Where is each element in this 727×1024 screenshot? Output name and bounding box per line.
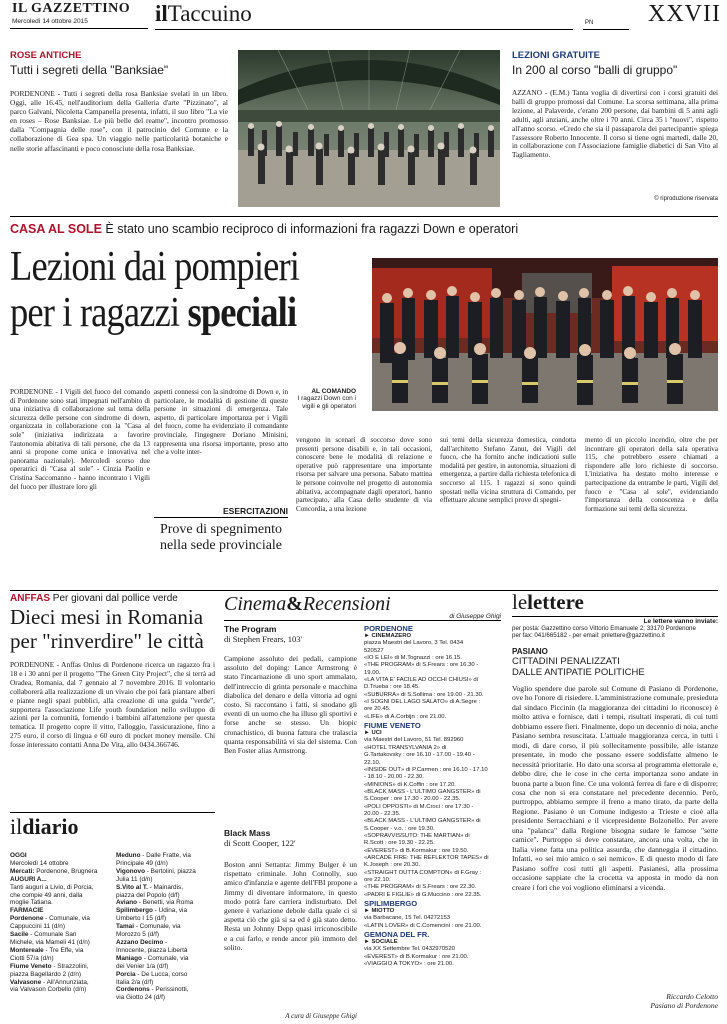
diario-entry-text: Pordenone, Brugnera	[34, 867, 98, 875]
review1-title: The Program	[224, 624, 277, 634]
diario-entry	[116, 899, 216, 907]
listing-film: «LATIN LOVER» di C.Comencini : ore 21.00.	[364, 922, 482, 929]
cinema-footer: A cura di Giuseppe Ghigi	[285, 1012, 357, 1020]
listing-film: «VIAGGIO A TOKYO» : ore 21.00.	[364, 961, 454, 968]
story-banksiae	[10, 50, 228, 214]
listing-film: «IO E LEI» di M.Tognazzi : ore 16.15.	[364, 655, 462, 662]
anffas-kicker-text: Per giovani dal pollice verde	[52, 593, 178, 604]
diario-entry-label: Aviano	[116, 899, 138, 907]
caption-text: I ragazzi Down con i vigili e gli operatori	[297, 395, 356, 410]
diario-entry-text: Cappuccini 11 (d/n)	[10, 923, 65, 931]
diario-entry-text: - All'Annunziata,	[41, 978, 89, 986]
diario-entry-text: - Tre Effe, via	[43, 946, 84, 954]
listing-cinema: ► UCI	[364, 730, 382, 737]
review-1	[224, 624, 357, 794]
diario-entry-label: Tamai	[116, 923, 134, 931]
section-title-main: Taccuino	[167, 1, 252, 26]
listing-film: S.Cooper : ore 17.30 - 20.00 - 22.35.	[364, 796, 461, 803]
main-headline-emphasis: speciali	[187, 290, 297, 336]
diario-entry	[116, 852, 216, 860]
side-quote-box	[154, 506, 288, 554]
listing-film: D.Trueba : ore 18.45.	[364, 684, 420, 691]
diario-entry-text: - Comunale, via	[43, 915, 90, 923]
lettere-contact-title: Le lettere vanno inviate:	[643, 618, 718, 625]
diario-entry-label: Sacile	[10, 931, 29, 939]
diario-entry-text: - Mainardis,	[147, 883, 184, 891]
review2-title: Black Mass	[224, 828, 271, 838]
diario-entry-label: AUGURI A...	[10, 875, 47, 883]
listing-film: ore 20.45.	[364, 706, 391, 713]
side-quote: Prove di spegnimento nella sede provinciale	[159, 522, 283, 553]
diario-entry-text: - Comunale San	[28, 931, 77, 939]
diario-entry	[116, 868, 216, 876]
main-headline-line1: Lezioni dai pompieri	[10, 244, 300, 290]
listing-film: G.Tartakovsky : ore 16.10 - 17.00 - 19.40 -	[364, 752, 475, 759]
section-title	[155, 1, 252, 27]
diario-entry-label: Maniago	[116, 954, 142, 962]
diario-entry-text: Umberto I 15 (d/f)	[116, 915, 167, 923]
diario-entry-text: Mercoledì 14 ottobre	[10, 859, 69, 867]
diario-entry	[116, 923, 216, 931]
review1-sub: di Stephen Frears, 103'	[224, 634, 303, 644]
diario-entry-label: S.Vito al T.	[116, 883, 148, 891]
listing-film: «I SOGNI DEL LAGO SALATO» di A.Segre :	[364, 699, 481, 706]
review1-body: Campione assoluto dei pedali, campione assoluto del doping: Lance Armstrong è stato l'incarnazione di uno sport ammalato, dell'intreccio di grinta personale e macchina diabolica del denaro e della vittoria ad ogni costo. Si raccontano i fatti, si snodano gli eventi di un uomo che ha illuso gli sportivi e forse anche se stesso. Un biopic cronachistico, di buona fattura che tralascia quanta responsabilità vi sia del sistema. Con Ben Foster alias Armstrong.	[224, 654, 357, 756]
listing-film: - 18.10 - 20.00 - 22.30.	[364, 774, 424, 781]
diario-entry	[116, 986, 216, 994]
cinema-section	[224, 590, 501, 1024]
listing-city: SPILIMBERGO	[364, 899, 418, 909]
main-kicker-text: È stato uno scambio reciproco di informazioni fra ragazzi Down e operatori	[105, 222, 519, 236]
listing-film: «EVEREST» di B.Kormakur : ore 21.00.	[364, 953, 469, 960]
diario-entry-label: Montereale	[10, 946, 44, 954]
side-quote-label: ESERCITAZIONI	[154, 506, 288, 518]
diario-entry-text: -	[163, 938, 168, 946]
listing-film: 20.00 - 22.35.	[364, 810, 401, 817]
diario-entry-text: dei Venier 1/a (d/f)	[116, 962, 169, 970]
listing-cinema: ► SOCIALE	[364, 939, 398, 946]
diario-entry-text: - Dalle Fratte, via	[140, 852, 191, 859]
diario-entry	[116, 892, 216, 900]
cinema-amp: &	[286, 593, 303, 615]
listing-film: «HOTEL TRANSYLVANIA 2» di	[364, 744, 447, 751]
cinema-listings	[364, 624, 502, 968]
diario-entry	[10, 986, 110, 994]
banksiae-body: PORDENONE - Tutti i segreti della rosa Banksiae svelati in un libro. Oggi, alle 16.45, nell'auditorium della Galleria d'arte "Pizzinato", al parco Galvani, Nicoletta Campanella presenta, infatti, il suo libro "La vie en roses – Rose Banksiae. Le più belle del reame", incontro promosso dalla "Compagnia delle rose", con il patrocinio del Comune e la collaborazione di Gea spa. Un viaggio nelle particolarità botaniche e nelle storie affascinanti e poco conosciute della rosa Banksiae.	[10, 89, 228, 153]
listing-film: «SUBURRA» di S.Sollima : ore 19.00 - 21.30.	[364, 691, 484, 698]
firefighters-photo	[372, 258, 718, 411]
diario-entry-text: piazza del Popolo (d/f)	[116, 891, 180, 899]
diario-entry	[116, 860, 216, 868]
diario-entry-text: via Giotto 24 (d/f)	[116, 994, 166, 1002]
listing-film: 19.00.	[364, 669, 381, 676]
diario-entry-text: - Strazzolini,	[51, 962, 89, 970]
main-headline-line2: per i ragazzi	[10, 290, 188, 336]
diario-entry-text: Julia 11 (d/n)	[116, 875, 153, 883]
diario-title-il: il	[10, 814, 23, 839]
listing-address: via XX Settembre Tel. 0432970520	[364, 946, 455, 953]
diario-entry-text: - Udina, via	[152, 907, 188, 915]
diario-entry-text: Italia 2/a (d/f)	[116, 978, 154, 986]
diario-entry-text: via Valvason Corbello (d/n)	[10, 986, 87, 994]
diario-entry-text: Morozzo 5 (d/f)	[116, 931, 159, 939]
diario-entry	[116, 963, 216, 971]
diario-entry-label: Cordenons	[116, 986, 150, 994]
lettere-title-a: le	[512, 590, 528, 614]
diario-entry	[10, 947, 110, 955]
diario-entry-label: OGGI	[10, 852, 27, 859]
main-col-1: PORDENONE - I Vigili del fuoco del comando di Pordenone sono stati impegnati nell'ambito di una iniziativa di collaborazione sul tema della sicurezza delle persone con sindrome di down, organizzata in collaborazione con la "Casa al sole" (iniziativa indirizzata a favorire l'autonomia abitativa di tali persone, che da 13 anni si propone come unica e innovativa nel panorama nazionale). Mercoledì scorso due operatrici di "Casa al sole" - Cinzia Paolin e Cristina Saccomanno - hanno incontrato i Vigili del fuoco per illustrare loro gli	[10, 388, 150, 491]
cinema-title-a: Cinema	[224, 593, 287, 615]
diario-left	[10, 852, 110, 994]
diario-entry-text: - Comunale, via	[141, 954, 189, 962]
diario-entry-label: Spilimbergo	[116, 907, 153, 915]
diario-entry-text: - De Lucca, corso	[135, 970, 188, 978]
listing-cinema: ► CINEMAZERO	[364, 633, 412, 639]
diario-entry-label: Mercati:	[10, 867, 35, 875]
diario-entry	[10, 899, 110, 907]
diario-entry	[116, 907, 216, 915]
diario-entry	[10, 868, 110, 876]
diario-entry	[10, 931, 110, 939]
listing-film: «ARCADE FIRE: THE REFLEKTOR TAPES» di	[364, 854, 489, 861]
story-balli	[512, 50, 718, 216]
listing-film: «MINIONS» di K.Coffin : ore 17.20.	[364, 781, 456, 788]
diario-entry	[116, 884, 216, 892]
listing-city: FIUME VENETO	[364, 721, 421, 731]
listing-cinema: ► MIOTTO	[364, 908, 395, 915]
listing-film: K.Joseph : ore 20.30.	[364, 862, 420, 869]
diario-entry-text: - Comunale, via	[134, 923, 181, 931]
listing-city: PORDENONE	[364, 624, 413, 633]
diario-entry	[116, 876, 216, 884]
diario-entry-text: Michele, via Mameli 41 (d/n)	[10, 938, 90, 946]
diario-entry-label: Fiume Veneto	[10, 962, 52, 970]
paper-name: IL GAZZETTINO	[12, 1, 131, 16]
lettere-section	[512, 590, 718, 1024]
page-number: XXVII	[648, 1, 721, 27]
diario-entry	[116, 947, 216, 955]
listing-film: «STRAIGHT OUTTA COMPTON» di F.Gray :	[364, 869, 482, 876]
balli-body: AZZANO - (E.M.) Tanta voglia di divertirsi con i corsi gratuiti dei balli di gruppo promossi dal Comune. La scorsa settimana, alla prima lezione, al Palaverde, c'erano 200 persone, dai bambini di 5 anni agli adulti, agli anziani, anche oltre i 70 anni. Circa 35 i "nuovi", rispetto all'anno scorso. «Credo che sia il passaparola dei partecipanti» spiega l'assessore Roberto Innocente. Il corso si tiene ogni martedì, dalle 20, in collaborazione con l'Associazione famiglie diabetici di San Vito al Tagliamento.	[512, 89, 718, 160]
letter-title-2: DALLE ANTIPATIE POLITICHE	[512, 667, 645, 678]
story-anffas	[10, 593, 215, 789]
cinema-title-b: Recensioni	[302, 593, 391, 615]
diario-entry	[116, 994, 216, 1002]
banksiae-title: Tutti i segreti della "Banksiae"	[10, 63, 169, 77]
diario-entry	[10, 963, 110, 971]
review2-body: Boston anni Settanta: Jimmy Bulger è un rispettato criminale. John Connolly, suo amico d'infanzia e agente dell'FBI propone a Jimmy di diventare informatore, in questo modo potrà fare carriera indisturbato. Del genere è variazione debole dalla quale ci si aspetta ciò che già si sa ed è già stato detto. Resta un Johnny Depp quasi irriconoscibile e a cui farlo, e rende ancor più immoto del solito.	[224, 860, 357, 952]
dance-class-photo	[238, 50, 500, 207]
diario	[10, 814, 215, 1024]
banksiae-kicker: ROSE ANTICHE	[10, 50, 82, 61]
diario-entry	[116, 979, 216, 987]
letter-signature-place: Pasiano di Pordenone	[650, 1001, 718, 1010]
masthead	[0, 0, 727, 40]
main-col-4: sui temi della sicurezza domestica, condotta dall'architetto Stefano Zanut, dei Vigili del fuoco, che ha fornito anche indicazioni sulle modalità per gestire, in autonomia, situazioni di emergenza, a partire dalla richiesta telefonica di soccorso al 115. I ragazzi si sono quindi spostati nella vicina struttura di Comando, per effettuare alcune semplici prove di spegni-	[440, 436, 576, 505]
diario-entry-label: Pordenone	[10, 915, 44, 923]
anffas-headline-1: Dieci mesi in Romania	[10, 605, 204, 629]
listing-film: «BLACK MASS - L'ULTIMO GANGSTER» di	[364, 788, 481, 795]
diario-entry	[10, 915, 110, 923]
review-2	[224, 828, 357, 990]
listing-film: «POLI OPPOSTI» di M.Croci : ore 17.30 -	[364, 803, 474, 810]
review2-sub: di Scott Cooper, 122'	[224, 838, 296, 848]
diario-entry-text: Principale 49 (d/n)	[116, 859, 168, 867]
listing-film: «LIFE» di A.Corbijn : ore 21.00.	[364, 713, 447, 720]
cinema-byline: di Giuseppe Ghigi	[449, 613, 501, 620]
main-col-5: mento di un piccolo incendio, oltre che per incontrare gli operatori della sala operativa 115, che potrebbero essere chiamati a rispondere alle loro richieste di soccorso. L'iniziativa ha destato molto interesse e partecipazione da entrambe le parti, Vigili del fuoco e "Casa al sole", evidenziando l'importanza della conoscenza e della formazione sui temi della sicurezza.	[585, 436, 718, 513]
diario-entry-label: Azzano Decimo	[116, 938, 164, 946]
listing-film: «BLACK MASS - L'ULTIMO GANGSTER» di	[364, 818, 481, 825]
balli-title: In 200 al corso "balli di gruppo"	[512, 63, 678, 77]
listing-address: 520527	[364, 647, 384, 654]
edition-code: PN	[585, 20, 594, 26]
diario-entry	[10, 971, 110, 979]
diario-entry-text: moglie Tatiana.	[10, 899, 53, 907]
main-col-3: vengono in scenari di soccorso dove sono presenti persone disabili e, in tali occasioni, conoscere bene le modalità di relazione e operative può rappresentare una importante risorsa per salvare una persona. Sabato mattina le persone coinvolte nel progetto di autonomia abitativa, accompagnate dagli operatori, hanno partecipato, alla Casa dello studente di via Concordia, a una lezione	[296, 436, 432, 513]
letter-place: PASIANO	[512, 647, 548, 656]
issue-date: Mercoledì 14 ottobre 2015	[12, 18, 88, 25]
diario-entry-text: - Perissinotti,	[149, 986, 189, 994]
diario-entry-text: Ciotti 57/a (d/n)	[10, 954, 54, 962]
listing-address: via Barbacane, 15 Tel. 04272153	[364, 915, 451, 922]
listing-film: «PADRI E FIGLIE» di G.Muccino : ore 22.35.	[364, 891, 482, 898]
diario-entry	[116, 955, 216, 963]
diario-entry-text: piazza Bagellardo 2 (d/n)	[10, 970, 82, 978]
main-kicker-line	[10, 222, 720, 236]
lettere-contact-1: per posta: Gazzettino corso Vittorio Emanuele 2; 33170 Pordenone	[512, 625, 696, 632]
anffas-kicker: ANFFAS	[10, 593, 50, 604]
diario-entry	[116, 915, 216, 923]
diario-entry	[116, 971, 216, 979]
letter-title-1: CITTADINI PENALIZZATI	[512, 656, 620, 667]
main-kicker: CASA AL SOLE	[10, 222, 102, 236]
balli-kicker: LEZIONI GRATUITE	[512, 50, 600, 61]
diario-entry	[10, 892, 110, 900]
diario-entry-label: Porcia	[116, 970, 136, 978]
diario-entry	[10, 907, 110, 915]
listing-film: «LA VITA E' FACILE AD OCCHI CHIUSI» di	[364, 677, 478, 684]
diario-entry	[10, 939, 110, 947]
section-title-il: il	[155, 1, 168, 26]
diario-entry-label: Meduno	[116, 852, 141, 859]
anffas-headline-2: per "rinverdire" le città	[10, 629, 204, 653]
diario-entry	[10, 955, 110, 963]
diario-entry	[10, 884, 110, 892]
main-col-2: aspetti connessi con la sindrome di Down e, in particolare, le modalità di gestione di queste persone in situazioni di emergenza. Tale aspetto, di particolare importanza per i Vigili del fuoco, come ha evidenziato il comandante provinciale, l'ingegnere Doriano Minisini, rappresenta una risorsa importante, preso atto che a volte inter-	[154, 388, 288, 457]
listing-film: «THE PROGRAM» di S.Frears : ore 16.30 -	[364, 662, 479, 669]
listing-film: «INSIDE OUT» di P.Carmen : ore 16.10 - 17.10	[364, 766, 488, 773]
diario-entry-text: che compie 49 anni, dalla	[10, 891, 83, 899]
main-headline	[10, 244, 372, 336]
diario-entry	[116, 939, 216, 947]
anffas-body: PORDENONE - Anffas Onlus di Pordenone ricerca un ragazzo fra i 18 e i 30 anni per il progetto "The Green City Project", che si terrà ad Oradea, Romania, dal 7 gennaio al 7 novembre 2016. Il volontario collaborerà alla realizzazione di un vivaio che poi farà piantare alberi e piante negli spazi pubblici, alla creazione di una guida "verde", supportera l'associazione Life youth foundation nello sviluppo di azioni per la comunità, fornendo i bambini all'attenzione per questa tematica. Il progetto copre il vitto, l'alloggio, l'assicurazione, fino a 275 euro, il corso di lingua e 60 euro di pocket money mensile. Chi fosse interessato contatti Anna De Vita, allo 0434.366746.	[10, 661, 215, 750]
lettere-contact-2: per fax: 041/665182 - per email: pnlettere@gazzettino.it	[512, 632, 665, 639]
diario-entry	[10, 923, 110, 931]
letter-body: Voglio spendere due parole sul Comune di Pasiano di Pordenone, ove ho l'onore di risiedere. L'amministrazione comunale, presieduta dal sindaco Piccinin (la maggioranza dei cittadini lo riconosce) è molto attiva e fornisce, dati i tempi, risultati insperati, di cui tutti dobbiamo essere fieri. Finalmente, dopo un decennio di noia, anche Pasiano sembra resuscitata. L'attuale maggioranza cerca, in tutti i modi, di dare corso, il più sollecitamente possibile, alle istanze presentate, in modo che possano essere soddisfatte almeno le necessità prioritarie. Ho dato una scorsa al programma elettorale e, debbo dire, che le cose in che certa importanza sono andate in buona parte a buon fine. Ce una volontà ferrea di fare e di disporre; cosa che non si era constatare nel precedente decennio. Però, purtroppo, abbiamo sempre il freno a mano tirato, da parte della Regione. Pasiano è un Comune indigesto a Trieste e cioè alla presidente Serracchiani e il vicepresidente Bolzonello. Per avere una "palanca" dalla Regione bisogna sudare le famose "sette camice". Purtroppo si deve constatare, ancora una volta, che in Italia viene fatta una politica assurda, che danneggia il cittadino. Infatti, «o sei mio amico o sei nemico». E di questo modo di fare Pasiano soffre così tutti gli aspetti. Pasianesi, alla prossima occasione sappiate che la crocetta va apposta in modo da non creare i fori che voi vogliono eliminarsi a vicenda.	[512, 684, 718, 892]
listing-city: GEMONA DEL FR.	[364, 930, 430, 940]
diario-entry-label: FARMACIE	[10, 907, 44, 915]
listing-film: «SOPRAVVISSUTO: THE MARTIAN» di	[364, 832, 470, 839]
diario-entry-text: - Benetti, via Roma	[137, 899, 194, 907]
listing-film: R.Scott : ore 19.30 - 22.25.	[364, 840, 435, 847]
diario-entry	[116, 931, 216, 939]
diario-entry	[10, 852, 110, 860]
diario-right	[116, 852, 216, 1002]
listing-address: via Maestri del Lavoro, 51 Tel. 892960	[364, 737, 464, 744]
letter-signature: Riccardo Celotto	[666, 992, 718, 1001]
diario-entry-text: Innocente, piazza Libertà	[116, 946, 188, 954]
diario-entry	[10, 979, 110, 987]
listing-film: «THE PROGRAM» di S.Frears : ore 22.30.	[364, 884, 477, 891]
listing-film: ore 22.10.	[364, 877, 391, 883]
diario-entry-label: Vigonovo	[116, 867, 145, 875]
listing-film: S.Cooper - v.o. : ore 19.30.	[364, 825, 435, 832]
diario-entry-text: Tanti auguri a Livio, di Porcia,	[10, 883, 94, 891]
lettere-title-b: lettere	[527, 590, 584, 614]
listing-address: piazza Maestri del Lavoro, 3 Tel. 0434	[364, 640, 464, 647]
listing-film: 22.10.	[364, 759, 381, 766]
diario-title: diario	[22, 814, 79, 839]
photo-caption	[296, 388, 356, 411]
caption-label: AL COMANDO	[311, 388, 356, 395]
listing-film: «EVEREST» di B.Kormakur : ore 19.50.	[364, 847, 469, 854]
diario-entry	[10, 876, 110, 884]
diario-entry-text: - Bertolini, piazza	[145, 867, 196, 875]
balli-credit: © riproduzione riservata	[654, 196, 718, 202]
diario-entry-label: Valvasone	[10, 978, 42, 986]
diario-entry	[10, 860, 110, 868]
